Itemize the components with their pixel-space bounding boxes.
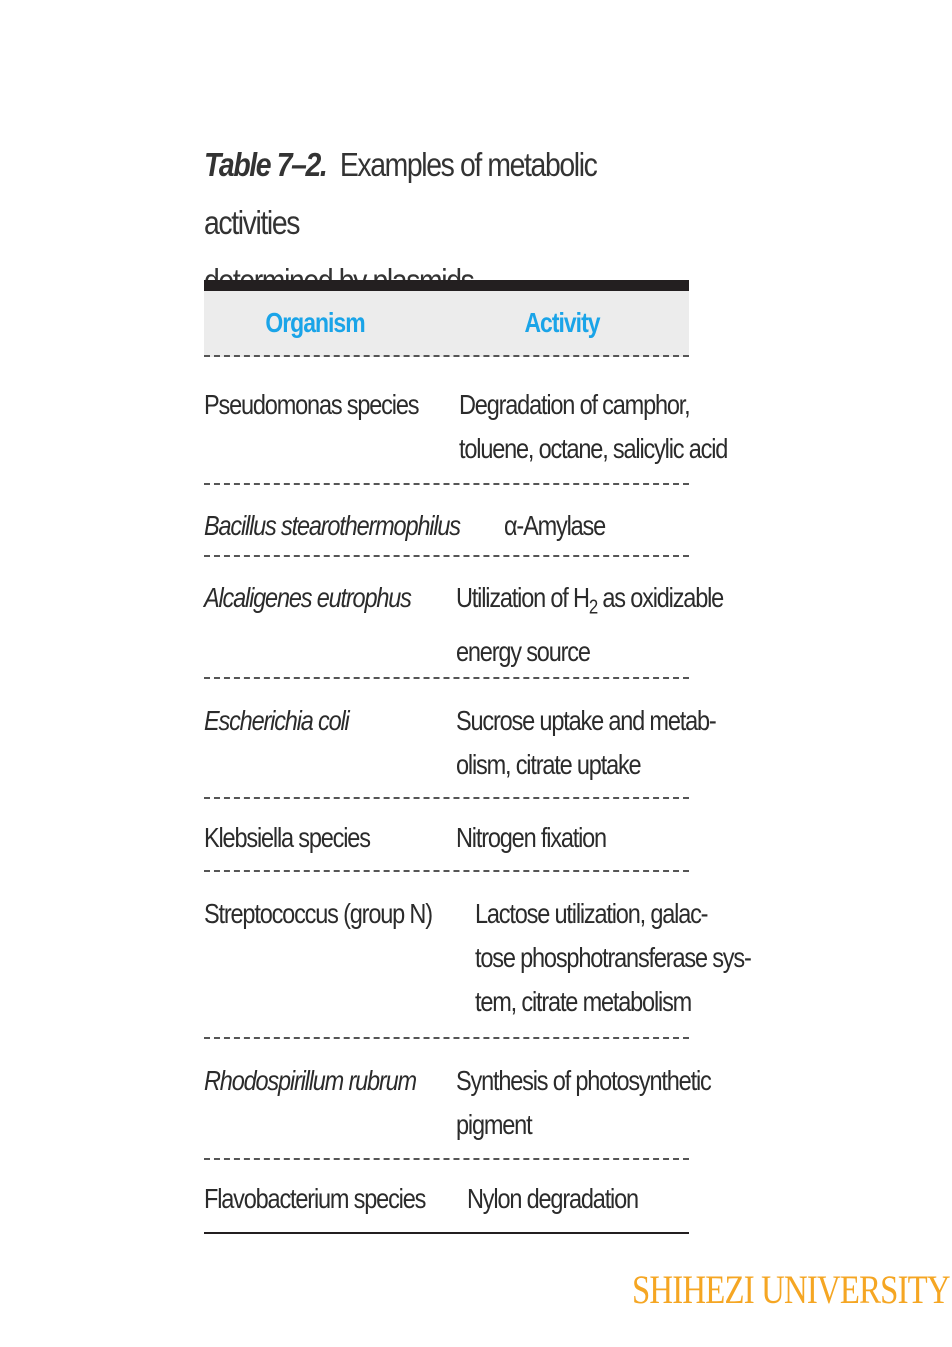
activity-line: tem, citrate metabolism <box>475 986 692 1017</box>
table-row <box>204 357 728 485</box>
organism-cell: Alcaligenes eutrophus <box>204 582 411 613</box>
university-watermark: SHIHEZI UNIVERSITY <box>632 1267 950 1312</box>
activity-text: Utilization of H <box>456 582 589 613</box>
table-row <box>204 872 751 1039</box>
table-row <box>204 799 689 872</box>
activity-cell <box>456 699 716 797</box>
table-row <box>204 1160 689 1234</box>
organism-cell: Flavobacterium species <box>204 1183 426 1214</box>
activity-cell <box>456 816 652 870</box>
organism-cell: Streptococcus (group N) <box>204 898 432 929</box>
activity-line: Synthesis of photosynthetic <box>456 1065 711 1096</box>
activity-line: α-Amylase <box>504 510 606 541</box>
organism-cell: Klebsiella species <box>204 822 370 853</box>
activity-line: olism, citrate uptake <box>456 749 641 780</box>
activity-cell <box>504 504 700 555</box>
table-row <box>204 557 724 679</box>
activity-cell <box>467 1177 663 1232</box>
caption-line-1: Examples of metabolic activities <box>204 146 597 241</box>
activity-line: energy source <box>456 635 590 667</box>
table-number: Table 7–2. <box>204 146 327 183</box>
activity-line: Sucrose uptake and metab- <box>456 705 716 736</box>
activity-line: Degradation of camphor, <box>459 389 690 420</box>
activity-cell <box>456 1059 711 1158</box>
activity-text: as oxidizable <box>597 582 724 613</box>
organism-cell: Bacillus stearothermophilus <box>204 510 460 541</box>
organism-cell: Escherichia coli <box>204 705 349 736</box>
table-row <box>204 485 689 557</box>
table-top-rule <box>204 280 689 291</box>
activity-cell <box>456 576 724 677</box>
header-organism: Organism <box>265 307 365 338</box>
activity-cell <box>475 892 751 1037</box>
table-row <box>204 679 716 799</box>
header-activity: Activity <box>524 307 600 338</box>
activity-line: toluene, octane, salicylic acid <box>459 433 728 464</box>
activity-line: Nitrogen fixation <box>456 822 606 853</box>
plasmid-activities-table <box>204 280 751 1234</box>
activity-line: Nylon degradation <box>467 1183 639 1214</box>
activity-line <box>456 576 724 630</box>
activity-cell <box>459 383 728 483</box>
table-header-row <box>204 291 689 357</box>
activity-line: Lactose utilization, galac- <box>475 898 708 929</box>
organism-cell: Rhodospirillum rubrum <box>204 1065 416 1096</box>
subscript-2: 2 <box>588 596 598 619</box>
activity-line: tose phosphotransferase sys- <box>475 942 751 973</box>
table-row <box>204 1039 711 1160</box>
organism-cell: Pseudomonas species <box>204 389 419 420</box>
activity-line: pigment <box>456 1109 532 1140</box>
